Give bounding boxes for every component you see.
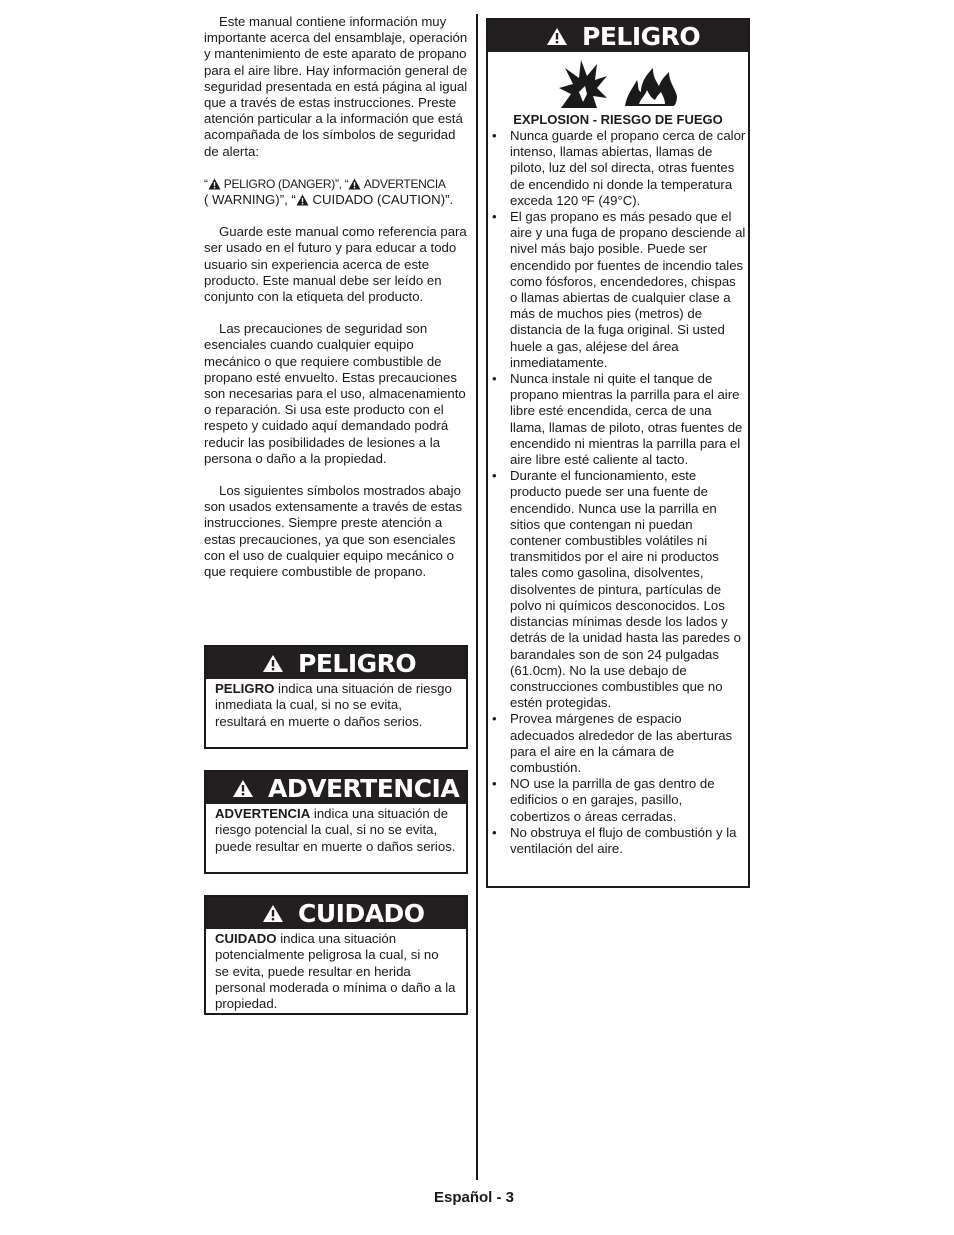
peligro-box bbox=[204, 645, 468, 749]
explosion-icon bbox=[557, 58, 609, 110]
intro-paragraph-4: Los siguientes símbolos mostrados abajo son usados extensamente a través de estas instrucciones. Siempre preste atención a estas precauciones, ya que son esenciales con el uso de cualquier equipo mecánico o que requiere combustible de propano. bbox=[204, 483, 463, 580]
intro-paragraph-3: Las precauciones de seguridad son esenciales cuando cualquier equipo mecánico o que requiere combustible de propano esté envuelto. Estas precauciones son necesarias para el uso, almacenamiento o reparación. Si usa este producto con el respeto y cuidado aquí demandado podrá reducir las posibilidades de lesiones a la persona o daño a la propiedad. bbox=[204, 321, 466, 466]
quote-mark: “ bbox=[204, 176, 208, 191]
warning-triangle-icon bbox=[232, 779, 254, 798]
peligro-text: indica una situación de riesgo inmediata la cual, si no se evita, resultará en muerte o daños serios. bbox=[215, 681, 452, 729]
peligro-term: PELIGRO bbox=[215, 681, 275, 696]
intro-paragraph-2: Guarde este manual como referencia para ser usado en el futuro y para educar a todo usuario sin experiencia acerca de este producto. Este manual debe ser leído en conjunto con la etiqueta del producto. bbox=[204, 224, 467, 305]
right-peligro-title: PELIGRO bbox=[582, 21, 701, 51]
cuidado-box bbox=[204, 895, 468, 1015]
warning-triangle-icon bbox=[296, 194, 309, 206]
symbol-warning-label: ( WARNING)”, “ bbox=[204, 192, 296, 208]
list-item: • Durante el funcionamiento, este producto puede ser una fuente de encendido. Nunca use la parrilla en sitios que contengan ni puedan contener combustibles volátiles ni transmitidos por el aire ni productos tales como gasolina, disolventes, disolventes de pintura, partículas de polvo ni químicos desconocidos. Los distancias mínimas desde los lados y detrás de la unidad hasta las paredes o barandales son de son 24 pulgadas (61.0cm). No la use debajo de construcciones combustibles que no estén protegidas. bbox=[492, 468, 746, 711]
list-item: • Provea márgenes de espacio adecuados alrededor de las aberturas para el aire en la cámara de combustión. bbox=[492, 711, 746, 776]
warning-triangle-icon bbox=[348, 178, 361, 190]
peligro-body bbox=[206, 679, 466, 734]
page-number: Español - 3 bbox=[434, 1189, 515, 1206]
column-divider bbox=[476, 14, 478, 1180]
advertencia-box bbox=[204, 770, 468, 874]
symbol-advertencia-label: ADVERTENCIA bbox=[361, 176, 446, 191]
cuidado-title: CUIDADO bbox=[298, 898, 425, 928]
warning-triangle-icon bbox=[208, 178, 221, 190]
fire-icon bbox=[623, 64, 679, 108]
right-peligro-header bbox=[488, 20, 748, 52]
cuidado-text: indica una situación potencialmente peligrosa la cual, si no se evita, puede resultar en herida personal moderada o mínima o daño a la propiedad. bbox=[215, 931, 456, 1012]
advertencia-text: indica una situación de riesgo potencial la cual, si no se evita, puede resultar en muerte o daños serios. bbox=[215, 806, 456, 854]
symbols-line-1 bbox=[204, 176, 468, 192]
danger-bullet-list bbox=[488, 128, 748, 857]
explosion-fire-subtitle: EXPLOSION - RIESGO DE FUEGO bbox=[513, 112, 723, 127]
hazard-icons bbox=[488, 58, 748, 110]
warning-triangle-icon bbox=[262, 904, 284, 923]
symbols-line-2 bbox=[204, 192, 468, 208]
list-item: • Nunca guarde el propano cerca de calor intenso, llamas abiertas, llamas de piloto, luz del sol directa, otras fuentes de encendido ni donde la temperatura exceda 120 ºF (49°C). bbox=[492, 128, 746, 209]
cuidado-term: CUIDADO bbox=[215, 931, 277, 946]
advertencia-header bbox=[206, 772, 466, 804]
advertencia-title: ADVERTENCIA bbox=[268, 773, 460, 803]
warning-triangle-icon bbox=[546, 27, 568, 46]
peligro-header bbox=[206, 647, 466, 679]
list-item: • Nunca instale ni quite el tanque de propano mientras la parrilla para el aire libre esté encendida, cerca de una llama, llamas de piloto, otras fuentes de encendido ni mientras la parrilla para el aire libre esté caliente al tacto. bbox=[492, 371, 746, 468]
intro-column bbox=[204, 14, 468, 596]
explosion-fire-danger-box bbox=[486, 18, 750, 888]
cuidado-body bbox=[206, 929, 466, 1016]
list-item: • El gas propano es más pesado que el aire y una fuga de propano desciende al nivel más bajo posible. Puede ser encendido por fuentes de incendio tales como fósforos, encendedores, chispas o llamas abiertas de cualquier clase a más de muchos pies (metros) de distancia de la fuga original. Si usted huele a gas, aléjese del área inmediatamente. bbox=[492, 209, 746, 371]
advertencia-term: ADVERTENCIA bbox=[215, 806, 311, 821]
warning-triangle-icon bbox=[262, 654, 284, 673]
intro-paragraph-1: Este manual contiene información muy importante acerca del ensamblaje, operación y mantenimiento de este aparato de propano para el aire libre. Hay información general de seguridad presentada en está página al igual que a través de estas instrucciones. Preste atención particular a la información que está acompañada de los símbolos de seguridad de alerta: bbox=[204, 14, 468, 159]
list-item: • NO use la parrilla de gas dentro de edificios o en garajes, pasillo, cobertizos o áreas cerradas. bbox=[492, 776, 746, 825]
cuidado-header bbox=[206, 897, 466, 929]
symbol-cuidado-label: CUIDADO (CAUTION)”. bbox=[308, 192, 454, 208]
peligro-title: PELIGRO bbox=[298, 648, 417, 678]
symbol-peligro-label: PELIGRO (DANGER)”, “ bbox=[220, 176, 349, 191]
advertencia-body bbox=[206, 804, 466, 859]
list-item: • No obstruya el flujo de combustión y la ventilación del aire. bbox=[492, 825, 746, 857]
